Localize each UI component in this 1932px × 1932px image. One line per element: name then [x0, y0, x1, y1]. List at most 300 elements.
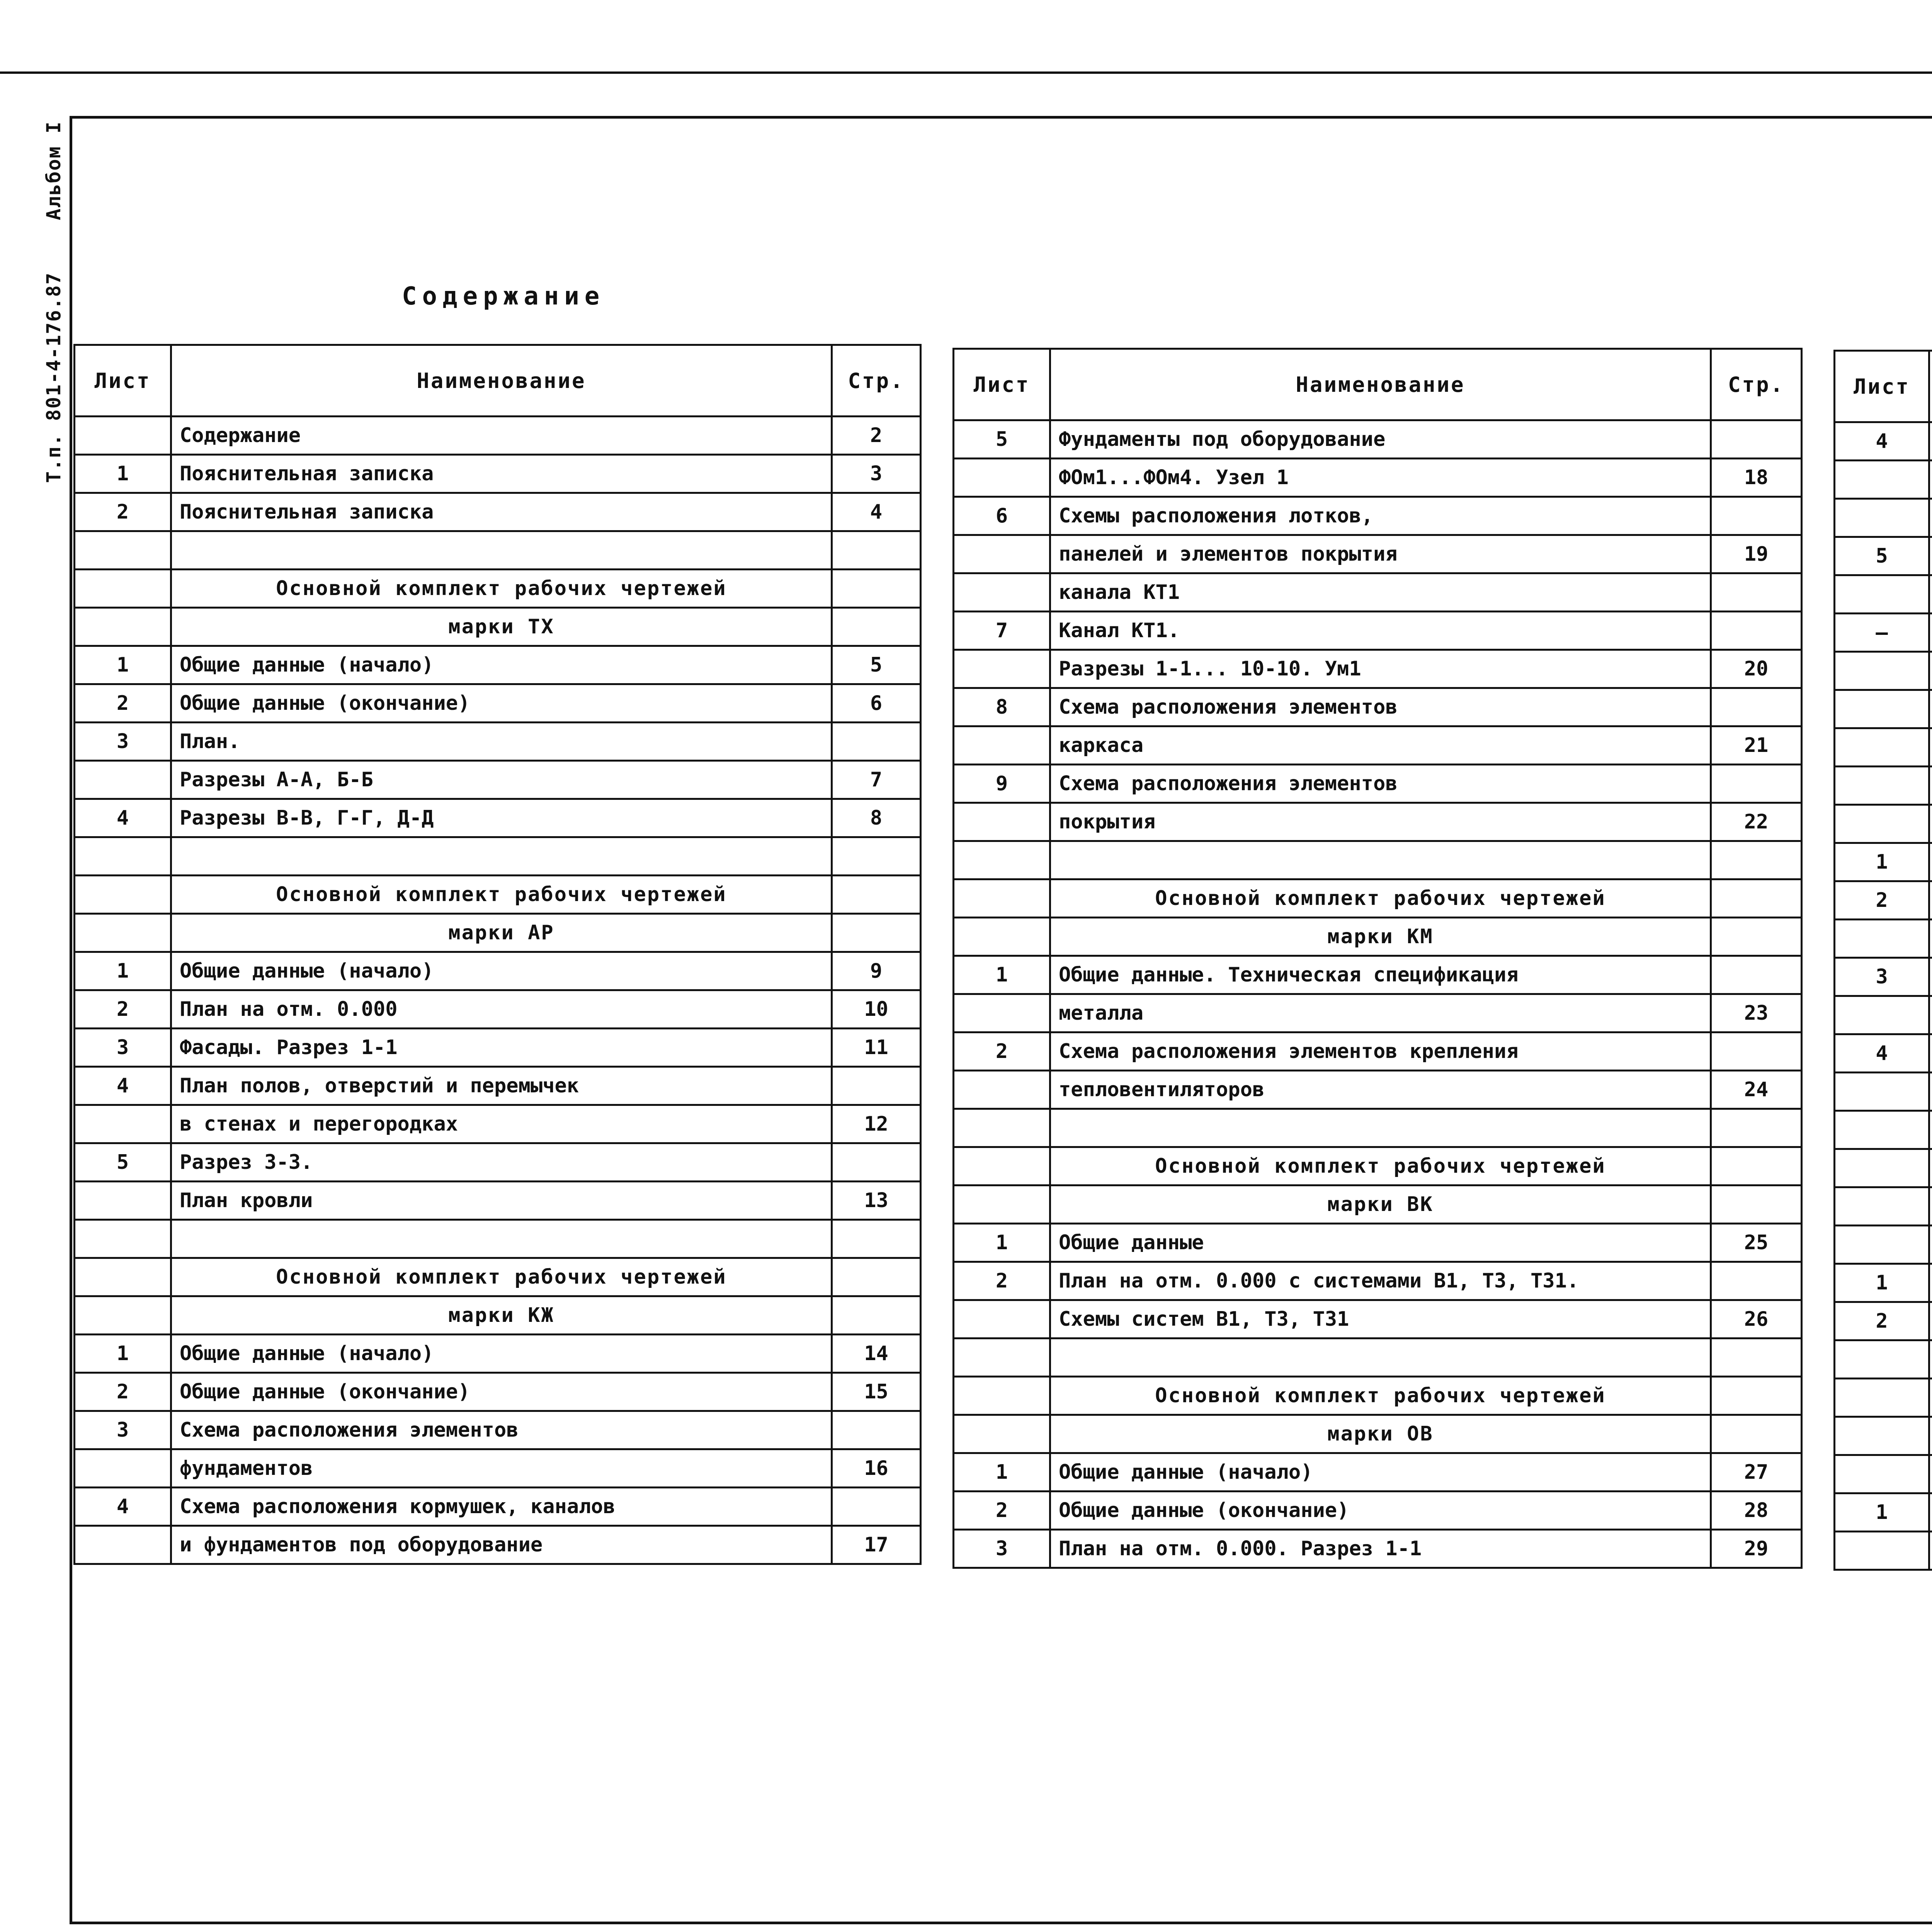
- table-row: [75, 493, 921, 531]
- cell-page: 5: [832, 646, 921, 684]
- cell-name: [1929, 1455, 1932, 1493]
- cell-sheet: 1: [75, 952, 171, 990]
- table-row: [954, 1338, 1802, 1377]
- table-row: [75, 952, 921, 990]
- table-row: [954, 573, 1802, 612]
- table-row: [954, 956, 1802, 994]
- cell-sheet: [954, 879, 1050, 918]
- cell-page: [832, 1296, 921, 1335]
- cell-page: [1711, 1338, 1802, 1377]
- cell-page: 13: [832, 1182, 921, 1220]
- table-row: [1835, 1111, 1932, 1149]
- cell-name: Схема расположения элементов: [171, 1411, 832, 1449]
- cell-name: Общие данные (начало): [171, 1335, 832, 1373]
- cell-sheet: [1835, 1226, 1929, 1264]
- cell-name: Общие данные (окончание): [1050, 1492, 1711, 1530]
- table-row: [954, 1224, 1802, 1262]
- table-row: [1835, 1417, 1932, 1455]
- project-code-label: Т.п. 801-4-176.87: [43, 272, 65, 483]
- table-row: [75, 990, 921, 1029]
- cell-sheet: [75, 608, 171, 646]
- table-row: [954, 726, 1802, 765]
- cell-sheet: [954, 726, 1050, 765]
- table-row: [1835, 1340, 1932, 1379]
- table-row: [954, 612, 1802, 650]
- cell-sheet: [1835, 461, 1929, 499]
- table-row: [1835, 614, 1932, 652]
- table-row: [75, 570, 921, 608]
- cell-name: в стенах и перегородках: [171, 1105, 832, 1143]
- header-sheet: Лист: [954, 349, 1050, 420]
- header-name: [1929, 351, 1932, 422]
- cell-name: План кровли: [171, 1182, 832, 1220]
- cell-sheet: [75, 1258, 171, 1296]
- cell-name: марки ВК: [1050, 1185, 1711, 1224]
- table-row: [1835, 805, 1932, 843]
- cell-name: План.: [171, 723, 832, 761]
- cell-page: 23: [1711, 994, 1802, 1032]
- table-row: [954, 841, 1802, 879]
- cell-page: [1711, 497, 1802, 535]
- cell-page: [1711, 1262, 1802, 1300]
- table-row: [75, 1029, 921, 1067]
- cell-page: 14: [832, 1335, 921, 1373]
- cell-sheet: 4: [1835, 1034, 1929, 1073]
- cell-sheet: [1835, 1149, 1929, 1187]
- cell-name: [171, 837, 832, 876]
- cell-sheet: [1835, 996, 1929, 1034]
- cell-page: 18: [1711, 459, 1802, 497]
- cell-sheet: [954, 1415, 1050, 1453]
- header-page: Стр.: [1711, 349, 1802, 420]
- cell-sheet: [954, 1377, 1050, 1415]
- cell-sheet: [954, 1147, 1050, 1185]
- cell-sheet: 1: [1835, 1493, 1929, 1532]
- cell-name: Общие данные: [1050, 1224, 1711, 1262]
- cell-page: 16: [832, 1449, 921, 1488]
- table-row: [1835, 690, 1932, 728]
- cell-sheet: [954, 918, 1050, 956]
- cell-sheet: [954, 1338, 1050, 1377]
- cell-name: Общие данные (начало): [1050, 1453, 1711, 1492]
- cell-page: [1711, 1147, 1802, 1185]
- cell-sheet: —: [1835, 614, 1929, 652]
- table-row: [1835, 422, 1932, 461]
- table-row: [954, 497, 1802, 535]
- cell-sheet: [1835, 728, 1929, 767]
- cell-sheet: 9: [954, 765, 1050, 803]
- cell-sheet: [954, 535, 1050, 573]
- table-row: [954, 1530, 1802, 1568]
- cell-name: Схема расположения элементов крепления: [1050, 1032, 1711, 1071]
- cell-name: Разрезы 1-1... 10-10. Ум1: [1050, 650, 1711, 688]
- cell-sheet: [954, 573, 1050, 612]
- cell-name: [1929, 652, 1932, 690]
- cell-sheet: [954, 1185, 1050, 1224]
- cell-name: Схемы расположения лотков,: [1050, 497, 1711, 535]
- cell-name: [1929, 843, 1932, 881]
- table-row: [954, 688, 1802, 726]
- cell-page: [832, 1411, 921, 1449]
- table-row: [1835, 1379, 1932, 1417]
- cell-page: [832, 837, 921, 876]
- cell-name: каркаса: [1050, 726, 1711, 765]
- cell-page: 29: [1711, 1530, 1802, 1568]
- table-row: [1835, 461, 1932, 499]
- table-row: [1835, 499, 1932, 537]
- cell-name: Основной комплект рабочих чертежей: [171, 1258, 832, 1296]
- cell-name: тепловентиляторов: [1050, 1071, 1711, 1109]
- table-row: [75, 455, 921, 493]
- toc-table-3: [1833, 350, 1932, 1571]
- table-row: [75, 1143, 921, 1182]
- table-row: [1835, 728, 1932, 767]
- cell-page: [1711, 841, 1802, 879]
- cell-name: План на отм. 0.000: [171, 990, 832, 1029]
- cell-name: Основной комплект рабочих чертежей: [1050, 1147, 1711, 1185]
- cell-sheet: 2: [954, 1032, 1050, 1071]
- cell-sheet: [954, 803, 1050, 841]
- cell-name: [1929, 1111, 1932, 1149]
- cell-page: 26: [1711, 1300, 1802, 1338]
- cell-sheet: 2: [75, 493, 171, 531]
- cell-sheet: 2: [954, 1492, 1050, 1530]
- header-page: Стр.: [832, 345, 921, 417]
- cell-sheet: 1: [75, 455, 171, 493]
- cell-sheet: [75, 1105, 171, 1143]
- cell-page: 17: [832, 1526, 921, 1564]
- cell-name: Общие данные (окончание): [171, 684, 832, 723]
- table-row: [1835, 1532, 1932, 1570]
- cell-page: [832, 1067, 921, 1105]
- table-row: [954, 1109, 1802, 1147]
- table-row: [954, 994, 1802, 1032]
- cell-sheet: [1835, 767, 1929, 805]
- cell-sheet: 4: [75, 799, 171, 837]
- cell-page: 15: [832, 1373, 921, 1411]
- page-title: Содержание: [402, 282, 605, 311]
- table-row: [1835, 881, 1932, 920]
- table-row: [1835, 1264, 1932, 1302]
- table-row: [75, 1067, 921, 1105]
- cell-name: [1929, 1149, 1932, 1187]
- table-row: [75, 1411, 921, 1449]
- cell-name: [1929, 422, 1932, 461]
- album-label: Альбом I: [43, 121, 65, 220]
- cell-page: [832, 1220, 921, 1258]
- table-row: [75, 837, 921, 876]
- table-row: [75, 914, 921, 952]
- cell-sheet: [75, 1526, 171, 1564]
- cell-name: Схема расположения элементов: [1050, 688, 1711, 726]
- cell-name: [1929, 1187, 1932, 1226]
- cell-page: 27: [1711, 1453, 1802, 1492]
- cell-sheet: 1: [954, 956, 1050, 994]
- cell-sheet: [1835, 575, 1929, 614]
- cell-name: [1929, 958, 1932, 996]
- table-row: [954, 1415, 1802, 1453]
- table-row: [954, 1453, 1802, 1492]
- cell-name: [1929, 767, 1932, 805]
- table-row: [75, 1296, 921, 1335]
- cell-sheet: 1: [1835, 1264, 1929, 1302]
- cell-name: Схема расположения элементов: [1050, 765, 1711, 803]
- cell-name: [1929, 728, 1932, 767]
- table-row: [1835, 958, 1932, 996]
- cell-sheet: 8: [954, 688, 1050, 726]
- cell-sheet: [954, 841, 1050, 879]
- cell-sheet: [1835, 1111, 1929, 1149]
- cell-sheet: 1: [75, 646, 171, 684]
- cell-sheet: 4: [1835, 422, 1929, 461]
- cell-page: 20: [1711, 650, 1802, 688]
- cell-name: [1929, 1379, 1932, 1417]
- table-row: [954, 1262, 1802, 1300]
- cell-name: Основной комплект рабочих чертежей: [171, 876, 832, 914]
- cell-name: марки КМ: [1050, 918, 1711, 956]
- cell-name: [1929, 690, 1932, 728]
- table-row: [954, 1147, 1802, 1185]
- table-row: [1835, 1493, 1932, 1532]
- cell-name: [1929, 1302, 1932, 1340]
- cell-name: ФОм1...ФОм4. Узел 1: [1050, 459, 1711, 497]
- cell-sheet: 1: [75, 1335, 171, 1373]
- cell-sheet: [75, 570, 171, 608]
- cell-page: 7: [832, 761, 921, 799]
- table-row: [75, 761, 921, 799]
- cell-name: покрытия: [1050, 803, 1711, 841]
- cell-name: [1929, 1226, 1932, 1264]
- cell-page: [1711, 1109, 1802, 1147]
- cell-sheet: 3: [75, 1411, 171, 1449]
- cell-name: [1929, 996, 1932, 1034]
- cell-sheet: [1835, 1379, 1929, 1417]
- cell-name: металла: [1050, 994, 1711, 1032]
- cell-page: 3: [832, 455, 921, 493]
- cell-sheet: 2: [75, 1373, 171, 1411]
- cell-page: [1711, 688, 1802, 726]
- cell-name: [1929, 881, 1932, 920]
- cell-page: [1711, 573, 1802, 612]
- cell-page: 28: [1711, 1492, 1802, 1530]
- cell-page: 6: [832, 684, 921, 723]
- cell-sheet: [1835, 1532, 1929, 1570]
- cell-name: [1050, 841, 1711, 879]
- header-sheet: Лист: [1835, 351, 1929, 422]
- table-row: [75, 1488, 921, 1526]
- cell-sheet: 5: [954, 420, 1050, 459]
- cell-sheet: 5: [75, 1143, 171, 1182]
- cell-name: План на отм. 0.000 с системами В1, Т3, Т31.: [1050, 1262, 1711, 1300]
- table-row: [1835, 1455, 1932, 1493]
- table-row: [1835, 652, 1932, 690]
- cell-page: 24: [1711, 1071, 1802, 1109]
- table-row: [75, 684, 921, 723]
- table-row: [75, 799, 921, 837]
- cell-name: [1929, 537, 1932, 575]
- cell-page: [832, 1258, 921, 1296]
- cell-page: 2: [832, 417, 921, 455]
- cell-name: [1929, 614, 1932, 652]
- cell-name: марки ОВ: [1050, 1415, 1711, 1453]
- header-name: Наименование: [1050, 349, 1711, 420]
- cell-sheet: 1: [954, 1453, 1050, 1492]
- cell-sheet: [75, 1182, 171, 1220]
- cell-page: [1711, 1415, 1802, 1453]
- cell-page: [832, 1488, 921, 1526]
- cell-page: 25: [1711, 1224, 1802, 1262]
- cell-sheet: [75, 1449, 171, 1488]
- header-sheet: Лист: [75, 345, 171, 417]
- cell-name: Фасады. Разрез 1-1: [171, 1029, 832, 1067]
- table-row: [75, 608, 921, 646]
- cell-name: Разрезы В-В, Г-Г, Д-Д: [171, 799, 832, 837]
- cell-sheet: [75, 914, 171, 952]
- cell-page: [832, 1143, 921, 1182]
- cell-name: [1929, 1532, 1932, 1570]
- table-row: [1835, 537, 1932, 575]
- cell-name: Общие данные (окончание): [171, 1373, 832, 1411]
- cell-sheet: 3: [954, 1530, 1050, 1568]
- toc-table-2: [952, 348, 1803, 1569]
- cell-page: [832, 876, 921, 914]
- cell-page: [1711, 918, 1802, 956]
- cell-page: [1711, 879, 1802, 918]
- cell-sheet: [1835, 1455, 1929, 1493]
- cell-sheet: [75, 876, 171, 914]
- cell-name: [1929, 1073, 1932, 1111]
- cell-page: [1711, 1377, 1802, 1415]
- table-row: [954, 1492, 1802, 1530]
- cell-name: [1050, 1109, 1711, 1147]
- table-row: [1835, 920, 1932, 958]
- header-name: Наименование: [171, 345, 832, 417]
- cell-sheet: [954, 459, 1050, 497]
- cell-sheet: 7: [954, 612, 1050, 650]
- cell-name: [1929, 1340, 1932, 1379]
- cell-page: [1711, 1185, 1802, 1224]
- table-row: [1835, 1226, 1932, 1264]
- cell-sheet: [75, 1220, 171, 1258]
- cell-sheet: 1: [1835, 843, 1929, 881]
- cell-name: канала КТ1: [1050, 573, 1711, 612]
- cell-sheet: 4: [75, 1488, 171, 1526]
- cell-page: [832, 608, 921, 646]
- table-row: [75, 1220, 921, 1258]
- table-row: [954, 1300, 1802, 1338]
- table-row: [1835, 1034, 1932, 1073]
- cell-name: Общие данные (начало): [171, 646, 832, 684]
- cell-sheet: 2: [1835, 1302, 1929, 1340]
- table-row: [1835, 996, 1932, 1034]
- cell-sheet: 2: [75, 684, 171, 723]
- outer-top-line: [0, 71, 1932, 74]
- cell-sheet: [1835, 805, 1929, 843]
- cell-sheet: [954, 1109, 1050, 1147]
- table-row: [75, 1258, 921, 1296]
- cell-name: [1929, 1264, 1932, 1302]
- cell-page: [1711, 765, 1802, 803]
- cell-sheet: 3: [75, 723, 171, 761]
- cell-name: Содержание: [171, 417, 832, 455]
- cell-sheet: 3: [75, 1029, 171, 1067]
- cell-sheet: [954, 1300, 1050, 1338]
- cell-name: Основной комплект рабочих чертежей: [1050, 879, 1711, 918]
- cell-sheet: [1835, 1417, 1929, 1455]
- cell-name: Фундаменты под оборудование: [1050, 420, 1711, 459]
- table-row: [954, 803, 1802, 841]
- cell-name: [1929, 1417, 1932, 1455]
- cell-name: [1929, 805, 1932, 843]
- cell-sheet: [1835, 1073, 1929, 1111]
- table-row: [954, 1071, 1802, 1109]
- table-row: [1835, 1302, 1932, 1340]
- cell-sheet: [954, 994, 1050, 1032]
- table-row: [954, 918, 1802, 956]
- table-row: [75, 876, 921, 914]
- cell-name: и фундаментов под оборудование: [171, 1526, 832, 1564]
- cell-name: [1050, 1338, 1711, 1377]
- cell-name: марки АР: [171, 914, 832, 952]
- cell-name: [1929, 499, 1932, 537]
- cell-name: Основной комплект рабочих чертежей: [1050, 1377, 1711, 1415]
- cell-sheet: [75, 761, 171, 799]
- cell-sheet: [75, 837, 171, 876]
- cell-sheet: [1835, 1187, 1929, 1226]
- table-row: [954, 535, 1802, 573]
- cell-page: [1711, 420, 1802, 459]
- table-row: [75, 531, 921, 570]
- cell-sheet: [954, 1071, 1050, 1109]
- cell-page: 11: [832, 1029, 921, 1067]
- cell-name: Схема расположения кормушек, каналов: [171, 1488, 832, 1526]
- cell-page: [832, 570, 921, 608]
- table-row: [954, 1377, 1802, 1415]
- cell-name: [1929, 920, 1932, 958]
- cell-name: [171, 531, 832, 570]
- table-row: [1835, 1187, 1932, 1226]
- cell-page: 8: [832, 799, 921, 837]
- table-row: [1835, 767, 1932, 805]
- cell-sheet: 1: [954, 1224, 1050, 1262]
- toc-table-1: [73, 344, 922, 1565]
- cell-name: фундаментов: [171, 1449, 832, 1488]
- table-row: [954, 879, 1802, 918]
- cell-name: Канал КТ1.: [1050, 612, 1711, 650]
- cell-sheet: 4: [75, 1067, 171, 1105]
- cell-name: [1929, 575, 1932, 614]
- cell-sheet: [75, 417, 171, 455]
- table-row: [954, 765, 1802, 803]
- cell-name: План на отм. 0.000. Разрез 1-1: [1050, 1530, 1711, 1568]
- table-row: [954, 650, 1802, 688]
- cell-sheet: 6: [954, 497, 1050, 535]
- cell-sheet: [1835, 690, 1929, 728]
- cell-sheet: 3: [1835, 958, 1929, 996]
- table-row: [1835, 1149, 1932, 1187]
- cell-name: [1929, 1034, 1932, 1073]
- table-row: [1835, 843, 1932, 881]
- table-row: [954, 420, 1802, 459]
- cell-page: [832, 531, 921, 570]
- cell-sheet: 2: [1835, 881, 1929, 920]
- cell-sheet: 2: [75, 990, 171, 1029]
- cell-name: Разрезы А-А, Б-Б: [171, 761, 832, 799]
- cell-name: Пояснительная записка: [171, 455, 832, 493]
- cell-name: [1929, 1493, 1932, 1532]
- cell-page: [1711, 956, 1802, 994]
- table-row: [1835, 1073, 1932, 1111]
